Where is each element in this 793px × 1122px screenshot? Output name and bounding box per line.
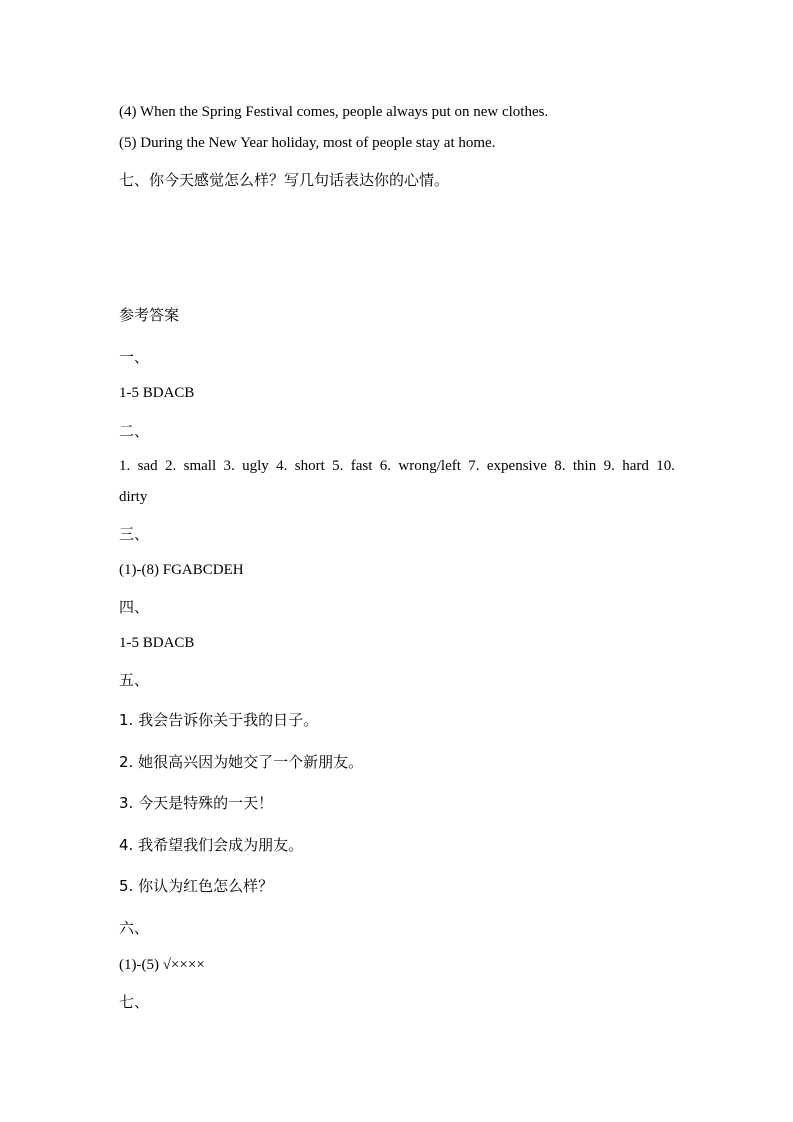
section-2-answer-line-1: 1. sad 2. small 3. ugly 4. short 5. fast 6. wrong/left 7. expensive 8. thin 9. hard 10. (119, 458, 675, 474)
section-2-answer-line-2: dirty (119, 489, 148, 505)
section-3-heading: 三、 (119, 525, 150, 543)
answer-key-title: 参考答案 (119, 306, 180, 324)
question-item-5: (5) During the New Year holiday, most of people stay at home. (119, 135, 496, 151)
section-3-answer: (1)-(8) FGABCDEH (119, 562, 244, 578)
section-1-answer: 1-5 BDACB (119, 385, 195, 401)
section-2-heading: 二、 (119, 422, 150, 440)
question-item-4: (4) When the Spring Festival comes, people always put on new clothes. (119, 104, 549, 120)
section-5-item-4: 4. 我希望我们会成为朋友。 (119, 836, 304, 854)
section-7-prompt: 七、你今天感觉怎么样？写几句话表达你的心情。 (119, 171, 450, 189)
section-5-heading: 五、 (119, 671, 150, 689)
section-5-item-5: 5. 你认为红色怎么样？ (119, 877, 274, 895)
section-5-item-3: 3. 今天是特殊的一天！ (119, 794, 274, 812)
section-7-heading: 七、 (119, 993, 150, 1011)
section-6-answer: (1)-(5) √×××× (119, 957, 205, 973)
section-4-answer: 1-5 BDACB (119, 635, 195, 651)
section-6-heading: 六、 (119, 919, 150, 937)
section-5-item-2: 2. 她很高兴因为她交了一个新朋友。 (119, 753, 364, 771)
section-4-heading: 四、 (119, 598, 150, 616)
section-1-heading: 一、 (119, 348, 150, 366)
section-5-item-1: 1. 我会告诉你关于我的日子。 (119, 711, 319, 729)
